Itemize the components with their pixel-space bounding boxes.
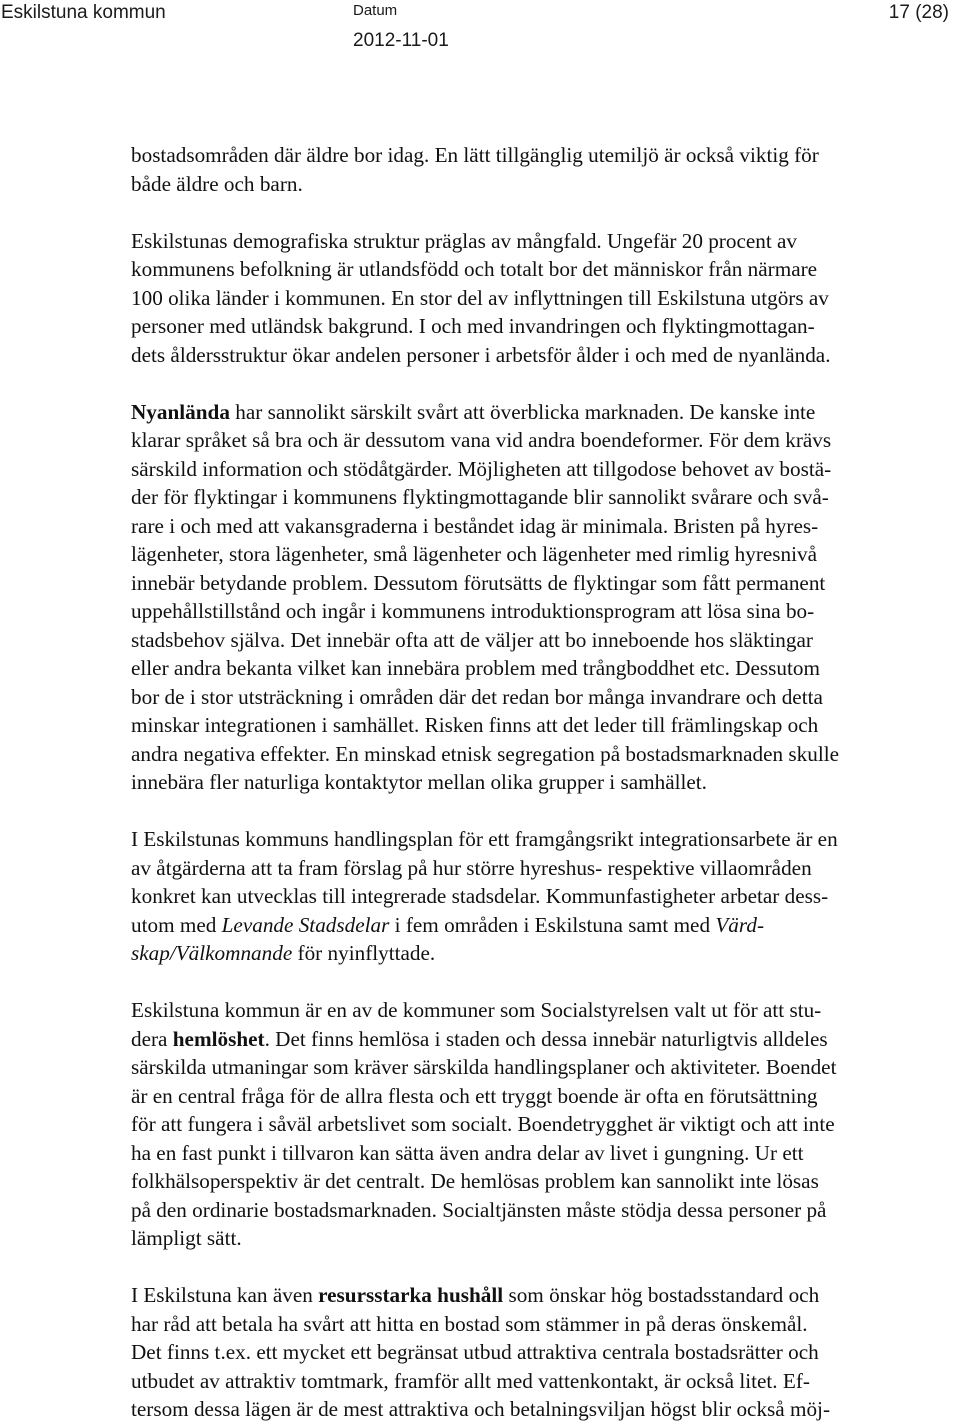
- text-line: andra negativa effekter. En minskad etnisk segregation på bostadsmarknaden skulle: [131, 741, 839, 766]
- page-header: [0, 0, 960, 70]
- text-run: utom med: [131, 912, 222, 937]
- text-line: Det finns t.ex. ett mycket ett begränsat utbud attraktiva centrala bostadsrätter och: [131, 1340, 819, 1364]
- text-line: 100 olika länder i kommunen. En stor del av inflyttningen till Eskilstuna utgörs av: [131, 285, 829, 310]
- text-run: i fem områden i Eskilstuna samt med: [389, 912, 716, 937]
- paragraph-3: [131, 398, 960, 797]
- text-line: bostadsområden där äldre bor idag. En lätt tillgänglig utemiljö är också viktig för: [131, 143, 819, 167]
- text-line: [131, 1281, 960, 1310]
- text-line: utbudet av attraktiv tomtmark, framför allt med vattenkontakt, är också litet. Ef-: [131, 1368, 810, 1393]
- date-label: Datum: [353, 2, 398, 19]
- text-line: stadsbehov själva. Det innebär ofta att de väljer att bo inneboende hos släktingar: [131, 627, 813, 652]
- text-line: är en central fråga för de allra flesta och ett tryggt boende är ofta en förutsättning: [131, 1083, 818, 1108]
- text-line: minskar integrationen i samhället. Risken finns att det leder till främlingskap och: [131, 713, 819, 737]
- text-line: på den ordinarie bostadsmarknaden. Socialtjänsten måste stödja dessa personer på: [131, 1197, 827, 1222]
- paragraph-5: [131, 996, 960, 1253]
- text-run: har sannolikt särskilt svårt att överblicka marknaden. De kanske inte: [229, 399, 816, 424]
- text-line: särskild information och stödåtgärder. Möjligheten att tillgodose behovet av bostä-: [131, 456, 832, 481]
- organization-name: Eskilstuna kommun: [1, 2, 166, 23]
- text-line: bor de i stor utsträckning i områden där det redan bor många invandrare och detta: [131, 684, 823, 709]
- text-line: för att fungera i såväl arbetslivet som socialt. Boendetrygghet är viktigt och att inte: [131, 1112, 835, 1136]
- paragraph-6: [131, 1281, 960, 1424]
- text-line: både äldre och barn.: [131, 171, 303, 196]
- italic-term: skap/Välkomnande: [131, 941, 293, 965]
- text-line: kommunens befolkning är utlandsfödd och totalt bor det människor från närmare: [131, 257, 818, 281]
- text-line: I Eskilstunas kommuns handlingsplan för ett framgångsrikt integrationsarbete är en: [131, 827, 838, 851]
- bold-term: resursstarka hushåll: [318, 1283, 504, 1307]
- text-line: eller andra bekanta vilket kan innebära problem med trångboddhet etc. Dessutom: [131, 656, 820, 680]
- italic-term: Värd-: [715, 912, 765, 937]
- text-line: [131, 939, 960, 968]
- italic-term: Levande Stadsdelar: [221, 912, 390, 937]
- text-line: [131, 1025, 960, 1054]
- text-run: I Eskilstuna kan även: [131, 1283, 319, 1307]
- paragraph-2: [131, 227, 960, 370]
- text-line: uppehållstillstånd och ingår i kommunens introduktionsprogram att lösa sina bo-: [131, 599, 815, 623]
- text-line: konkret kan utvecklas till integrerade stadsdelar. Kommunfastigheter arbetar dess-: [131, 884, 829, 908]
- text-run: . Det finns hemlösa i staden och dessa innebär naturligtvis alldeles: [264, 1026, 828, 1051]
- text-line: av åtgärderna att ta fram förslag på hur större hyreshus- respektive villaområden: [131, 855, 812, 880]
- bold-term: Nyanlända: [131, 399, 230, 424]
- text-line: folkhälsoperspektiv är det centralt. De hemlösas problem kan sannolikt inte lösas: [131, 1169, 819, 1193]
- paragraph-4: [131, 825, 960, 968]
- document-body: [131, 141, 960, 1424]
- date-value: 2012-11-01: [353, 30, 449, 51]
- text-line: rare i och med att vakansgraderna i beståndet idag är minimala. Bristen på hyres-: [131, 513, 819, 538]
- text-line: innebära fler naturliga kontaktytor mellan olika grupper i samhället.: [131, 770, 707, 794]
- text-line: Eskilstunas demografiska struktur präglas av mångfald. Ungefär 20 procent av: [131, 228, 798, 253]
- text-line: har råd att betala ha svårt att hitta en bostad som stämmer in på deras önskemål.: [131, 1311, 808, 1336]
- text-line: Eskilstuna kommun är en av de kommuner som Socialstyrelsen valt ut för att stu-: [131, 998, 822, 1022]
- text-line: lämpligt sätt.: [131, 1226, 242, 1250]
- bold-term: hemlöshet: [172, 1026, 265, 1051]
- text-line: innebär betydande problem. Dessutom förutsätts de flyktingar som fått permanent: [131, 570, 826, 595]
- page-number: 17 (28): [888, 2, 949, 23]
- text-line: [131, 911, 960, 940]
- text-line: tersom dessa lägen är de mest attraktiva och betalningsviljan högst blir också möj-: [131, 1397, 831, 1421]
- text-line: personer med utländsk bakgrund. I och med invandringen och flyktingmottagan-: [131, 314, 815, 338]
- text-run: som önskar hög bostadsstandard och: [503, 1283, 820, 1307]
- text-run: dera: [131, 1026, 173, 1051]
- paragraph-1: [131, 141, 960, 198]
- text-run: för nyinflyttade.: [292, 941, 436, 965]
- text-line: ha en fast punkt i tillvaron kan sätta även andra delar av livet i gungning. Ur ett: [131, 1140, 804, 1165]
- text-line: der för flyktingar i kommunens flyktingmottagande blir sannolikt svårare och svå-: [131, 485, 829, 509]
- text-line: särskilda utmaningar som kräver särskilda handlingsplaner och aktiviteter. Boendet: [131, 1055, 837, 1079]
- text-line: [131, 398, 960, 427]
- text-line: klarar språket så bra och är dessutom vana vid andra boendeformer. För dem krävs: [131, 428, 832, 452]
- text-line: lägenheter, stora lägenheter, små lägenheter och lägenheter med rimlig hyresnivå: [131, 542, 818, 566]
- text-line: dets åldersstruktur ökar andelen personer i arbetsför ålder i och med de nyanlända.: [131, 342, 831, 367]
